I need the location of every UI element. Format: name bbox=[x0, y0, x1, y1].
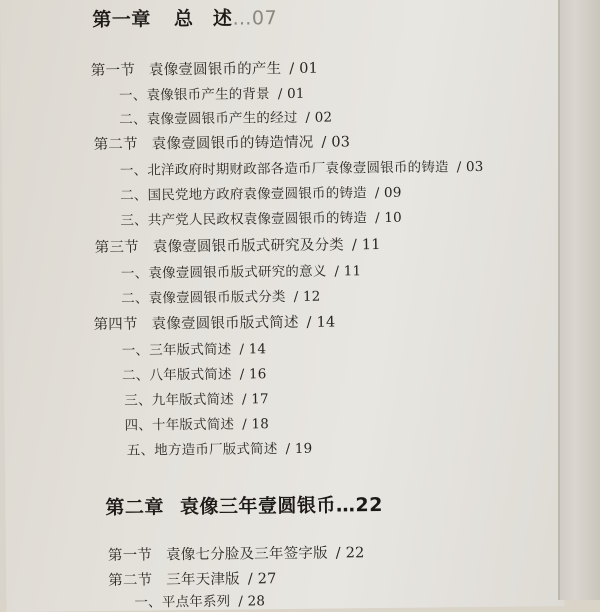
section-label: 第一节 bbox=[90, 62, 136, 80]
toc-item bbox=[124, 412, 269, 434]
item-page: / 19 bbox=[285, 440, 313, 458]
item-page: / 09 bbox=[374, 184, 402, 202]
section-title: 袁像七分脸及三年签字版 bbox=[165, 545, 328, 564]
toc-item bbox=[120, 181, 402, 204]
item-page: / 11 bbox=[334, 263, 362, 280]
toc-item bbox=[121, 285, 320, 307]
item-text: 一、袁像银币产生的背景 bbox=[119, 86, 270, 104]
section-page: / 03 bbox=[321, 134, 351, 151]
section-label: 第四节 bbox=[93, 316, 138, 334]
chapter-2-title: 袁像三年壹圆银币 bbox=[179, 494, 337, 519]
item-text: 二、袁像壹圆银币产生的经过 bbox=[119, 109, 298, 128]
item-text: 二、国民党地方政府袁像壹圆银币的铸造 bbox=[120, 185, 367, 204]
toc-section bbox=[93, 311, 335, 335]
item-text: 二、八年版式简述 bbox=[121, 366, 232, 384]
item-page: / 10 bbox=[374, 209, 402, 227]
item-page: / 12 bbox=[293, 288, 321, 305]
section-page: / 22 bbox=[335, 545, 365, 562]
item-page: / 03 bbox=[456, 158, 484, 176]
toc-item bbox=[121, 259, 362, 282]
item-page: / 02 bbox=[305, 109, 333, 126]
item-text: 一、三年版式简述 bbox=[121, 341, 232, 359]
section-page: / 27 bbox=[247, 571, 277, 588]
section-label: 第三节 bbox=[94, 239, 139, 257]
section-label: 第一节 bbox=[107, 547, 153, 564]
toc-section bbox=[94, 130, 351, 154]
chapter-2-heading bbox=[105, 490, 383, 520]
chapter-1-page: …07 bbox=[232, 7, 278, 30]
toc-item bbox=[120, 155, 484, 179]
item-page: / 17 bbox=[241, 391, 269, 408]
section-title: 袁像壹圆银币的铸造情况 bbox=[151, 134, 314, 153]
toc-item bbox=[122, 337, 267, 359]
section-page: / 14 bbox=[306, 314, 336, 331]
item-text: 四、十年版式简述 bbox=[124, 416, 235, 434]
item-page: / 16 bbox=[239, 366, 267, 383]
item-page: / 14 bbox=[239, 341, 267, 358]
toc-section bbox=[95, 233, 381, 257]
item-text: 三、共产党人民政权袁像壹圆银币的铸造 bbox=[120, 210, 368, 229]
item-page: / 18 bbox=[242, 416, 270, 433]
section-page: / 01 bbox=[289, 60, 319, 77]
section-label: 第二节 bbox=[108, 572, 153, 589]
toc-section bbox=[91, 57, 318, 80]
toc-item bbox=[127, 437, 313, 459]
toc-item bbox=[122, 362, 267, 384]
section-title: 袁像壹圆银币版式研究及分类 bbox=[152, 237, 345, 256]
item-text: 五、地方造币厂版式简述 bbox=[126, 441, 278, 459]
item-page: / 28 bbox=[238, 593, 266, 610]
toc-item bbox=[119, 106, 332, 128]
toc-section bbox=[108, 541, 365, 565]
item-text: 一、袁像壹圆银币版式研究的意义 bbox=[120, 263, 327, 282]
chapter-2-page: …22 bbox=[335, 494, 384, 517]
item-text: 一、北洋政府时期财政部各造币厂袁像壹圆银币的铸造 bbox=[119, 159, 449, 179]
item-text: 一、平点年系列 bbox=[134, 593, 231, 611]
section-title: 三年天津版 bbox=[166, 571, 240, 589]
section-label: 第二节 bbox=[93, 136, 138, 154]
toc-item bbox=[119, 82, 305, 104]
section-page: / 11 bbox=[351, 237, 381, 254]
item-page: / 01 bbox=[277, 85, 305, 103]
adjacent-page-edge bbox=[558, 0, 600, 600]
item-text: 三、九年版式简述 bbox=[124, 391, 235, 409]
item-text: 二、袁像壹圆银币版式分类 bbox=[121, 289, 286, 307]
toc-item bbox=[124, 387, 269, 409]
toc-item bbox=[134, 589, 265, 610]
section-title: 袁像壹圆银币的产生 bbox=[148, 61, 282, 79]
toc-item bbox=[120, 206, 402, 229]
chapter-1-heading bbox=[92, 3, 277, 32]
chapter-1-label: 第一章 bbox=[92, 8, 151, 32]
toc-section bbox=[108, 567, 277, 590]
section-title: 袁像壹圆银币版式简述 bbox=[151, 314, 299, 333]
chapter-2-label: 第二章 bbox=[105, 496, 165, 519]
chapter-1-title: 总 述 bbox=[173, 7, 233, 31]
